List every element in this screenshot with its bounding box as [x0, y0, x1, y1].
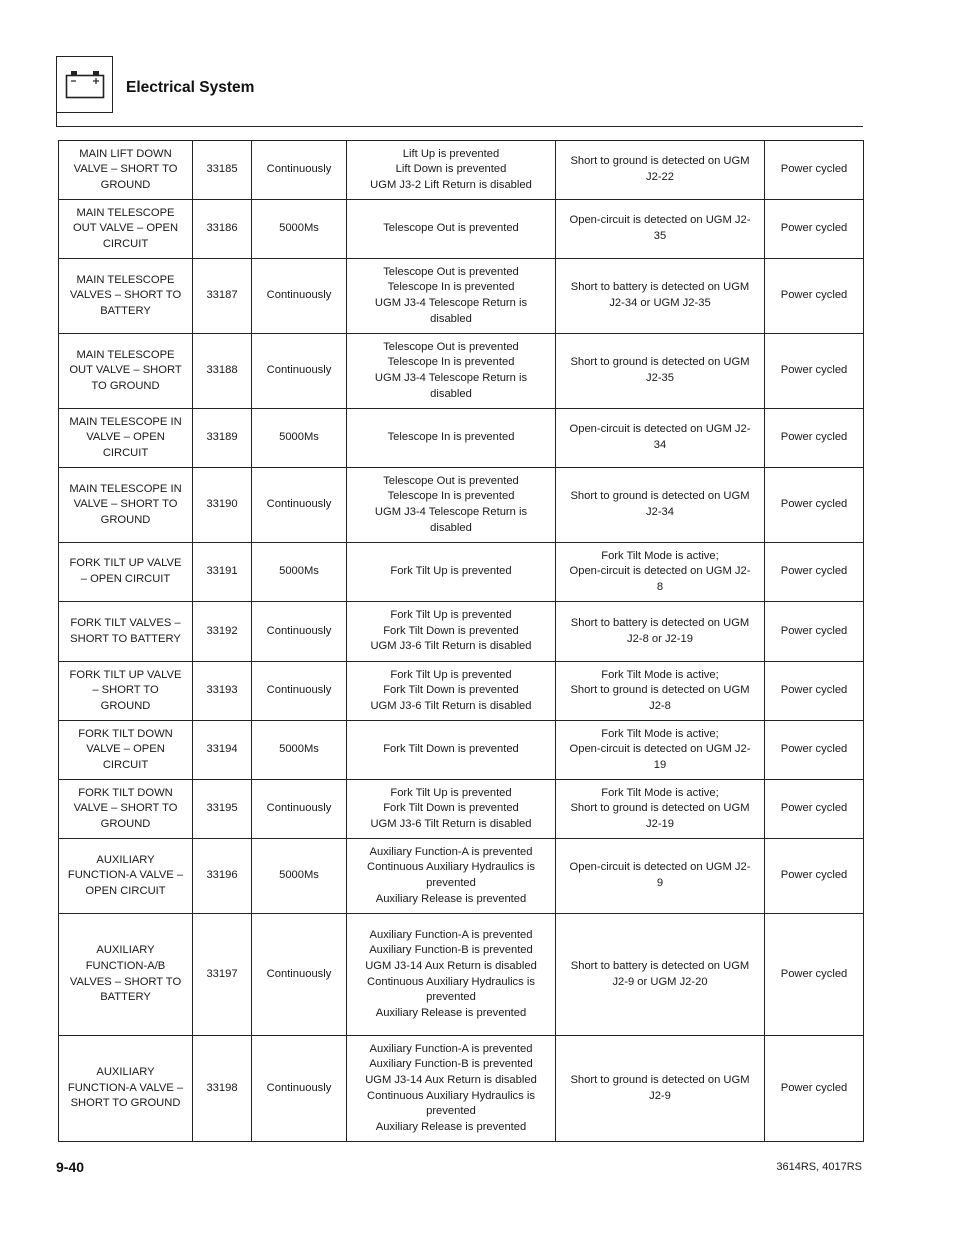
fault-effects-cell — [347, 334, 556, 409]
fault-effect-line: Fork Tilt Up is prevented — [390, 786, 512, 799]
clear-condition-cell: Power cycled — [765, 914, 864, 1036]
fault-effect-line: Auxiliary Release is prevented — [375, 1120, 527, 1133]
fault-effect-line: Telescope Out is prevented — [383, 222, 519, 235]
clear-condition-cell: Power cycled — [765, 259, 864, 334]
fault-condition-cell — [556, 721, 765, 780]
detection-timing-cell: Continuously — [252, 334, 347, 409]
fault-code-table — [58, 140, 864, 1142]
detection-timing-cell: Continuously — [252, 780, 347, 839]
fault-condition-text: Short to battery is detected on UGM J2-8 or J2-19 — [570, 616, 750, 645]
fault-condition-cell — [556, 839, 765, 914]
fault-code-cell: 33185 — [193, 141, 252, 200]
fault-code-cell: 33190 — [193, 468, 252, 543]
detection-timing-cell: Continuously — [252, 662, 347, 721]
model-numbers: 3614RS, 4017RS — [776, 1161, 862, 1173]
fault-effect-line: Fork Tilt Down is prevented — [383, 802, 519, 815]
fault-effect-line: Fork Tilt Up is prevented — [390, 565, 512, 578]
detection-timing-cell: Continuously — [252, 141, 347, 200]
fault-name-cell: FORK TILT UP VALVE – SHORT TO GROUND — [59, 662, 193, 721]
fault-name-cell: MAIN TELESCOPE OUT VALVE – OPEN CIRCUIT — [59, 200, 193, 259]
clear-condition-cell: Power cycled — [765, 409, 864, 468]
table-row — [59, 259, 864, 334]
fault-name-cell: FORK TILT UP VALVE – OPEN CIRCUIT — [59, 543, 193, 602]
fault-effect-line: Fork Tilt Down is prevented — [383, 624, 519, 637]
fault-code-cell: 33186 — [193, 200, 252, 259]
fault-condition-text: Open-circuit is detected on UGM J2- 9 — [569, 861, 751, 889]
fault-effect-line: UGM J3-4 Telescope Return is disabled — [374, 297, 528, 325]
fault-effects-cell — [347, 409, 556, 468]
fault-effects-cell — [347, 602, 556, 662]
fault-condition-text: Fork Tilt Mode is active; Short to ground is detected on UGM J2-8 — [570, 668, 750, 712]
fault-effect-line: Continuous Auxiliary Hydraulics is prevented — [367, 1089, 535, 1118]
fault-condition-cell — [556, 1036, 765, 1142]
fault-effects-cell — [347, 662, 556, 721]
fault-condition-cell — [556, 409, 765, 468]
fault-effect-line: Auxiliary Function-A is prevented — [369, 1042, 533, 1055]
fault-effect-line: Telescope In is prevented — [387, 281, 515, 294]
table-row — [59, 839, 864, 914]
fault-effect-line: Telescope Out is prevented — [383, 474, 519, 487]
fault-effect-line: Telescope Out is prevented — [383, 265, 519, 278]
fault-effect-line: Lift Up is prevented — [402, 147, 500, 160]
fault-name-cell: AUXILIARY FUNCTION-A VALVE – SHORT TO GROUND — [59, 1036, 193, 1142]
fault-effect-line: Fork Tilt Down is prevented — [383, 684, 519, 697]
fault-code-cell: 33194 — [193, 721, 252, 780]
detection-timing-cell: 5000Ms — [252, 200, 347, 259]
fault-condition-cell — [556, 468, 765, 543]
fault-effects-cell — [347, 914, 556, 1036]
fault-effect-line: Telescope In is prevented — [387, 431, 515, 444]
clear-condition-cell: Power cycled — [765, 662, 864, 721]
fault-name-cell: FORK TILT DOWN VALVE – OPEN CIRCUIT — [59, 721, 193, 780]
fault-effect-line: UGM J3-2 Lift Return is disabled — [370, 178, 532, 191]
clear-condition-cell: Power cycled — [765, 602, 864, 662]
page-number: 9-40 — [56, 1159, 85, 1175]
detection-timing-cell: 5000Ms — [252, 721, 347, 780]
fault-name-cell: MAIN TELESCOPE VALVES – SHORT TO BATTERY — [59, 259, 193, 334]
header-rule-vertical — [56, 113, 57, 127]
fault-effects-cell — [347, 721, 556, 780]
fault-condition-text: Short to battery is detected on UGM J2-34 or UGM J2-35 — [570, 281, 750, 309]
header-rule — [56, 126, 863, 127]
fault-code-cell: 33193 — [193, 662, 252, 721]
detection-timing-cell: Continuously — [252, 602, 347, 662]
fault-name-cell: MAIN TELESCOPE IN VALVE – SHORT TO GROUND — [59, 468, 193, 543]
table-row — [59, 543, 864, 602]
fault-condition-cell — [556, 780, 765, 839]
fault-condition-cell — [556, 259, 765, 334]
fault-name-cell: FORK TILT VALVES – SHORT TO BATTERY — [59, 602, 193, 662]
detection-timing-cell: Continuously — [252, 914, 347, 1036]
fault-name-cell: AUXILIARY FUNCTION-A/B VALVES – SHORT TO BATTERY — [59, 914, 193, 1036]
clear-condition-cell: Power cycled — [765, 543, 864, 602]
fault-effect-line: UGM J3-6 Tilt Return is disabled — [370, 699, 532, 712]
fault-condition-cell — [556, 334, 765, 409]
fault-effects-cell — [347, 200, 556, 259]
table-row — [59, 1036, 864, 1142]
fault-condition-text: Fork Tilt Mode is active; Open-circuit is detected on UGM J2- 19 — [569, 727, 751, 771]
fault-condition-text: Short to ground is detected on UGM J2-22 — [570, 155, 750, 183]
fault-effect-line: UGM J3-6 Tilt Return is disabled — [370, 817, 532, 830]
fault-effects-cell — [347, 543, 556, 602]
clear-condition-cell: Power cycled — [765, 839, 864, 914]
fault-effect-line: Auxiliary Function-A is prevented — [369, 928, 533, 941]
fault-effects-cell — [347, 259, 556, 334]
fault-code-cell: 33192 — [193, 602, 252, 662]
section-title: Electrical System — [126, 79, 255, 96]
battery-icon — [65, 71, 105, 99]
fault-condition-text: Short to battery is detected on UGM J2-9 or UGM J2-20 — [570, 959, 750, 988]
fault-code-cell: 33189 — [193, 409, 252, 468]
clear-condition-cell: Power cycled — [765, 200, 864, 259]
clear-condition-cell: Power cycled — [765, 334, 864, 409]
fault-effects-cell — [347, 468, 556, 543]
fault-effect-line: Lift Down is prevented — [395, 163, 507, 176]
fault-code-cell: 33191 — [193, 543, 252, 602]
table-row — [59, 141, 864, 200]
fault-condition-text: Fork Tilt Mode is active; Open-circuit is detected on UGM J2- 8 — [569, 549, 751, 593]
fault-code-cell: 33197 — [193, 914, 252, 1036]
fault-effect-line: Auxiliary Function-B is prevented — [369, 1058, 533, 1071]
fault-condition-text: Short to ground is detected on UGM J2-35 — [570, 356, 750, 384]
fault-effect-line: UGM J3-6 Tilt Return is disabled — [370, 640, 532, 653]
clear-condition-cell: Power cycled — [765, 721, 864, 780]
fault-effect-line: Telescope Out is prevented — [383, 340, 519, 353]
fault-condition-text: Short to ground is detected on UGM J2-34 — [570, 490, 750, 518]
fault-effect-line: Auxiliary Function-A is prevented — [369, 845, 533, 858]
fault-condition-cell — [556, 141, 765, 200]
table-row — [59, 409, 864, 468]
fault-name-cell: MAIN TELESCOPE IN VALVE – OPEN CIRCUIT — [59, 409, 193, 468]
fault-effect-line: Auxiliary Release is prevented — [375, 892, 527, 905]
fault-condition-text: Short to ground is detected on UGM J2-9 — [570, 1073, 750, 1102]
fault-effect-line: Continuous Auxiliary Hydraulics is prevented — [367, 975, 535, 1004]
detection-timing-cell: 5000Ms — [252, 543, 347, 602]
fault-effect-line: UGM J3-4 Telescope Return is disabled — [374, 506, 528, 534]
fault-code-cell: 33198 — [193, 1036, 252, 1142]
detection-timing-cell: Continuously — [252, 468, 347, 543]
fault-effect-line: Auxiliary Release is prevented — [375, 1006, 527, 1019]
clear-condition-cell: Power cycled — [765, 141, 864, 200]
fault-name-cell: MAIN LIFT DOWN VALVE – SHORT TO GROUND — [59, 141, 193, 200]
clear-condition-cell: Power cycled — [765, 468, 864, 543]
table-row — [59, 780, 864, 839]
clear-condition-cell: Power cycled — [765, 1036, 864, 1142]
fault-effect-line: Telescope In is prevented — [387, 356, 515, 369]
fault-effect-line: Fork Tilt Up is prevented — [390, 609, 512, 622]
fault-name-cell: AUXILIARY FUNCTION-A VALVE – OPEN CIRCUIT — [59, 839, 193, 914]
section-icon-frame — [56, 56, 113, 113]
fault-name-cell: FORK TILT DOWN VALVE – SHORT TO GROUND — [59, 780, 193, 839]
table-row — [59, 468, 864, 543]
fault-effect-line: UGM J3-4 Telescope Return is disabled — [374, 372, 528, 400]
detection-timing-cell: 5000Ms — [252, 839, 347, 914]
table-row — [59, 200, 864, 259]
detection-timing-cell: Continuously — [252, 259, 347, 334]
fault-condition-cell — [556, 662, 765, 721]
fault-condition-cell — [556, 602, 765, 662]
fault-effect-line: Auxiliary Function-B is prevented — [369, 944, 533, 957]
fault-name-cell: MAIN TELESCOPE OUT VALVE – SHORT TO GROUND — [59, 334, 193, 409]
fault-code-cell: 33187 — [193, 259, 252, 334]
fault-code-cell: 33188 — [193, 334, 252, 409]
table-row — [59, 662, 864, 721]
fault-effect-line: Telescope In is prevented — [387, 490, 515, 503]
fault-effects-cell — [347, 1036, 556, 1142]
fault-effects-cell — [347, 839, 556, 914]
fault-condition-cell — [556, 200, 765, 259]
detection-timing-cell: Continuously — [252, 1036, 347, 1142]
fault-effect-line: Fork Tilt Up is prevented — [390, 668, 512, 681]
fault-condition-text: Open-circuit is detected on UGM J2- 34 — [569, 423, 751, 451]
fault-effect-line: UGM J3-14 Aux Return is disabled — [365, 959, 537, 972]
fault-condition-text: Open-circuit is detected on UGM J2- 35 — [569, 214, 751, 242]
detection-timing-cell: 5000Ms — [252, 409, 347, 468]
clear-condition-cell: Power cycled — [765, 780, 864, 839]
fault-code-cell: 33196 — [193, 839, 252, 914]
fault-code-cell: 33195 — [193, 780, 252, 839]
fault-effect-line: Continuous Auxiliary Hydraulics is prevented — [367, 861, 535, 889]
fault-effect-line: Fork Tilt Down is prevented — [383, 743, 519, 756]
fault-condition-cell — [556, 914, 765, 1036]
fault-effect-line: UGM J3-14 Aux Return is disabled — [365, 1073, 537, 1086]
table-row — [59, 602, 864, 662]
fault-condition-cell — [556, 543, 765, 602]
table-row — [59, 334, 864, 409]
fault-effects-cell — [347, 141, 556, 200]
fault-condition-text: Fork Tilt Mode is active; Short to ground is detected on UGM J2-19 — [570, 786, 750, 830]
table-row — [59, 914, 864, 1036]
fault-effects-cell — [347, 780, 556, 839]
table-row — [59, 721, 864, 780]
